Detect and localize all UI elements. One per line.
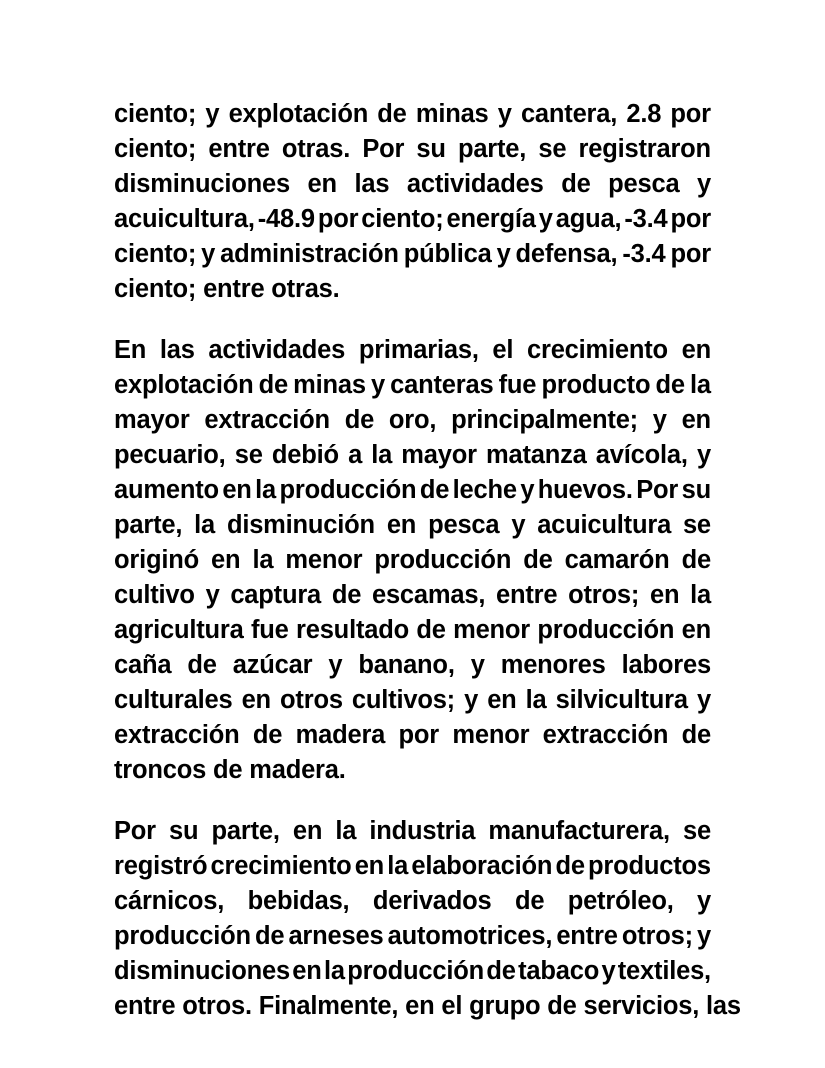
word: leche (452, 476, 517, 504)
word: de (555, 852, 585, 880)
word: en (241, 686, 271, 714)
word: la (252, 546, 274, 574)
word: actividades (406, 170, 544, 198)
word: se (538, 135, 567, 163)
word: ciento; (114, 100, 197, 128)
word: su (681, 476, 711, 504)
word: escamas, (371, 581, 486, 609)
word: menor (285, 546, 363, 574)
word: crecimiento (526, 336, 668, 364)
text-line (114, 333, 711, 368)
word: las (159, 336, 195, 364)
word: menor (452, 721, 530, 749)
word: otros; (621, 922, 693, 950)
word: la (335, 817, 357, 845)
text-line (114, 884, 711, 919)
word: de (681, 721, 711, 749)
word: de (187, 651, 217, 679)
word: registraron (578, 135, 711, 163)
word: por (317, 205, 359, 233)
word: otros (280, 686, 343, 714)
word: originó (114, 546, 199, 574)
word: crecimiento (210, 852, 352, 880)
word: el (492, 336, 514, 364)
word: por (398, 721, 440, 749)
word: se (234, 441, 263, 469)
word: entre (208, 135, 270, 163)
text-line (114, 202, 711, 237)
word: Por (636, 476, 679, 504)
word: en (354, 852, 385, 880)
word: y (496, 240, 511, 268)
text-line (114, 578, 711, 613)
word: de (523, 546, 553, 574)
word: parte, (211, 817, 280, 845)
word: y (511, 511, 526, 539)
word: en (681, 336, 711, 364)
word: en (386, 511, 417, 539)
word: silvicultura (555, 686, 688, 714)
word: de (377, 100, 407, 128)
text-line (114, 508, 711, 543)
text-line (114, 97, 711, 132)
word: de (655, 371, 685, 399)
word: de (419, 476, 450, 504)
word: producción (374, 546, 512, 574)
word: en (649, 581, 680, 609)
word: por (670, 205, 711, 233)
word: ciento; (114, 240, 197, 268)
word: fue (250, 616, 289, 644)
text-line (114, 919, 711, 954)
word: 2.8 (626, 100, 662, 128)
word: azúcar (232, 651, 313, 679)
word: defensa, (515, 240, 618, 268)
word: textiles, (617, 957, 711, 985)
word: y (470, 651, 485, 679)
word: otras. (281, 135, 351, 163)
word: pública (403, 240, 492, 268)
word: debió (271, 441, 339, 469)
word: aumento (114, 476, 219, 504)
word: en (681, 406, 711, 434)
word: de (514, 887, 545, 915)
word: labores (621, 651, 711, 679)
word: ciento; (361, 205, 444, 233)
word: menor (453, 616, 531, 644)
word: acuicultura (537, 511, 672, 539)
word: acuicultura, (114, 205, 255, 233)
word: y (328, 651, 343, 679)
word: -3.4 (622, 240, 666, 268)
text-line (114, 403, 711, 438)
word: -3.4 (624, 205, 668, 233)
word: extracción (542, 721, 669, 749)
word: culturales (114, 686, 233, 714)
word: y (696, 441, 711, 469)
word: de (344, 406, 375, 434)
word: disminuciones (114, 957, 290, 985)
word: arneses (288, 922, 384, 950)
word: productos (588, 852, 711, 880)
word: y (201, 240, 216, 268)
word: la (194, 511, 216, 539)
word: la (255, 476, 277, 504)
word: industria (369, 817, 476, 845)
word: madera (295, 721, 386, 749)
word: disminución (226, 511, 375, 539)
word: y (205, 100, 220, 128)
paragraph (114, 97, 711, 307)
word: tabaco (518, 957, 600, 985)
word: y (697, 686, 711, 714)
word: de (252, 721, 283, 749)
word: su (416, 135, 446, 163)
word: explotación (228, 100, 369, 128)
word: parte, (114, 511, 183, 539)
word: manufacturera, (488, 817, 670, 845)
word: mayor (114, 406, 190, 434)
document-text-column (114, 97, 741, 1024)
word: -48.9 (257, 205, 315, 233)
word: en (292, 957, 322, 985)
word: y (371, 371, 386, 399)
word: extracción (114, 721, 240, 749)
word: fue (498, 371, 537, 399)
word: derivados (372, 887, 492, 915)
word: las (354, 170, 390, 198)
word: cantera, (520, 100, 618, 128)
word: en (211, 546, 241, 574)
word: por (670, 240, 711, 268)
word: pecuario, (114, 441, 226, 469)
word: se (682, 817, 711, 845)
paragraph (114, 333, 711, 788)
word: de (254, 922, 285, 950)
word: entre (496, 581, 558, 609)
text-line (114, 613, 711, 648)
text-line (114, 543, 711, 578)
text-line (114, 237, 711, 272)
word: administración (220, 240, 399, 268)
word: matanza (485, 441, 587, 469)
word: y (601, 957, 616, 985)
word: de (331, 581, 362, 609)
word: cultivo (114, 581, 195, 609)
word: la (690, 581, 711, 609)
word: petróleo, (567, 887, 674, 915)
text-line (114, 473, 711, 508)
word: a (348, 441, 363, 469)
text-line: entre otros. Finalmente, en el grupo de servicios, las (114, 992, 741, 1020)
word: la (371, 441, 393, 469)
word: producción (537, 616, 675, 644)
word: automotrices, (387, 922, 553, 950)
word: caña (114, 651, 172, 679)
word: menores (500, 651, 606, 679)
text-line (114, 132, 711, 167)
word: resultado (296, 616, 409, 644)
word: de (681, 546, 711, 574)
word: otros; (568, 581, 640, 609)
word: en (307, 170, 337, 198)
word: canteras (390, 371, 494, 399)
word: mayor (401, 441, 477, 469)
word: agua, (555, 205, 622, 233)
word: se (682, 511, 711, 539)
word: y (652, 406, 667, 434)
word: cultivos; (351, 686, 455, 714)
word: en (487, 686, 517, 714)
word: producción (279, 476, 417, 504)
word: y (696, 922, 711, 950)
text-line: ciento; entre otras. (114, 275, 340, 303)
word: y (538, 205, 553, 233)
word: de (258, 371, 289, 399)
word: producción (114, 922, 251, 950)
word: cárnicos, (114, 887, 225, 915)
word: disminuciones (114, 170, 290, 198)
word: y (205, 581, 220, 609)
word: parte, (457, 135, 527, 163)
word: producción (347, 957, 485, 985)
word: energía (446, 205, 536, 233)
word: camarón (564, 546, 670, 574)
word: en (681, 616, 711, 644)
word: la (525, 686, 547, 714)
text-line (114, 438, 711, 473)
text-line: troncos de madera. (114, 756, 346, 784)
word: extracción (204, 406, 330, 434)
word: y (464, 686, 479, 714)
text-line (114, 167, 711, 202)
word: y (520, 476, 535, 504)
word: en (222, 476, 252, 504)
word: entre (556, 922, 618, 950)
text-line (114, 648, 711, 683)
word: y (497, 100, 512, 128)
word: en (292, 817, 323, 845)
word: captura (230, 581, 322, 609)
word: minas (415, 100, 489, 128)
word: primarias, (358, 336, 479, 364)
word: avícola, (595, 441, 688, 469)
paragraph (114, 814, 741, 1024)
word: por (670, 100, 711, 128)
word: de (486, 957, 516, 985)
word: principalmente; (451, 406, 638, 434)
word: producto (541, 371, 651, 399)
word: pesca (608, 170, 680, 198)
text-line (114, 368, 711, 403)
text-line (114, 718, 711, 753)
word: pesca (428, 511, 500, 539)
word: explotación (114, 371, 254, 399)
word: la (387, 852, 409, 880)
word: bebidas, (247, 887, 350, 915)
word: la (690, 371, 711, 399)
word: elaboración (411, 852, 553, 880)
word: y (697, 887, 711, 915)
word: agricultura (114, 616, 244, 644)
word: la (323, 957, 345, 985)
word: banano, (358, 651, 455, 679)
word: su (169, 817, 199, 845)
text-line (114, 683, 711, 718)
word: de (416, 616, 446, 644)
text-line (114, 954, 711, 989)
word: minas (293, 371, 366, 399)
text-line (114, 849, 711, 884)
word: Por (362, 135, 405, 163)
word: de (561, 170, 591, 198)
text-line (114, 814, 711, 849)
word: oro, (388, 406, 437, 434)
word: ciento; (114, 135, 197, 163)
word: registró (114, 852, 208, 880)
word: actividades (208, 336, 346, 364)
word: En (114, 336, 147, 364)
word: huevos. (537, 476, 633, 504)
word: y (697, 170, 711, 198)
word: Por (114, 817, 156, 845)
